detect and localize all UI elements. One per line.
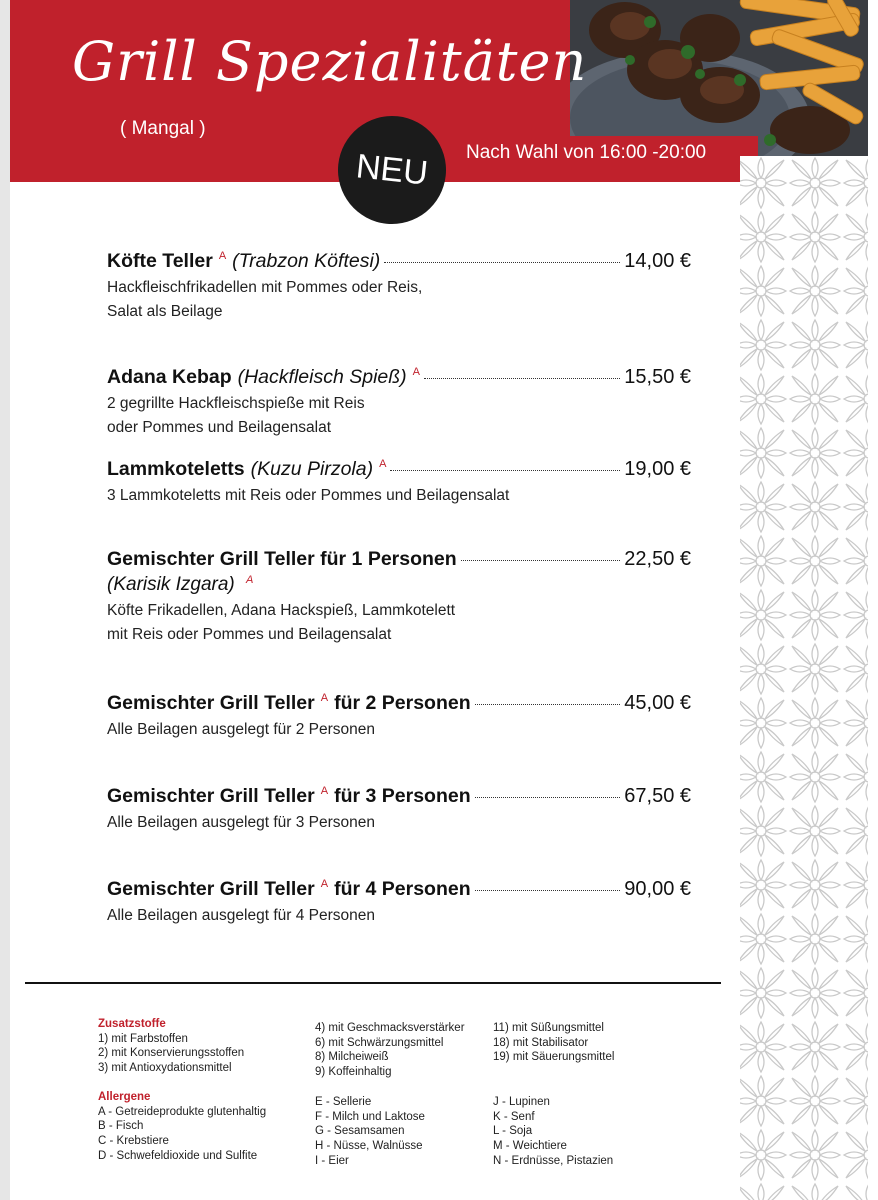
item-price: 90,00 € — [624, 878, 691, 900]
description-line: oder Pommes und Beilagensalat — [107, 419, 332, 436]
allergens-list — [98, 1090, 266, 1164]
legend-line: M - Weichtiere — [493, 1140, 567, 1153]
item-name: Adana Kebap — [107, 366, 232, 388]
legend-line: 3) mit Antioxydationsmittel — [98, 1062, 232, 1075]
description-line: Alle Beilagen ausgelegt für 3 Personen — [107, 814, 375, 831]
item-alt-name: (Hackfleisch Spieß) — [237, 366, 407, 388]
legend-line: D - Schwefeldioxide und Sulfite — [98, 1149, 258, 1162]
dotted-leader — [461, 560, 621, 561]
item-price: 67,50 € — [624, 785, 691, 807]
description-line: Hackfleischfrikadellen mit Pommes oder Reis, — [107, 279, 423, 296]
legend-line: 11) mit Süßungsmittel — [493, 1022, 604, 1034]
allergen-marker: A — [246, 574, 254, 586]
menu-item-kofte-teller — [107, 250, 691, 324]
new-badge-label: NEU — [354, 146, 430, 193]
allergens-list-2 — [315, 1095, 425, 1169]
item-description — [107, 811, 691, 835]
item-name-suffix: für 2 Personen — [334, 692, 471, 714]
description-line: mit Reis oder Pommes und Beilagensalat — [107, 626, 392, 643]
item-description — [107, 599, 691, 647]
item-description — [107, 276, 691, 324]
food-photo-image — [570, 0, 868, 156]
allergen-marker: A — [320, 785, 329, 797]
menu-item-mixed-grill-3 — [107, 785, 691, 835]
page-title: Grill Spezialitäten — [72, 30, 588, 93]
legend-line: F - Milch und Laktose — [315, 1110, 425, 1123]
legend-line: B - Fisch — [98, 1120, 144, 1133]
floral-pattern-icon — [740, 156, 868, 1200]
allergen-marker: A — [320, 878, 329, 890]
hours-text: Nach Wahl von 16:00 -20:00 — [466, 142, 707, 163]
description-line: 2 gegrillte Hackfleischspieße mit Reis — [107, 395, 365, 412]
legend-line: 19) mit Säuerungsmittel — [493, 1051, 615, 1064]
item-price: 15,50 € — [624, 366, 691, 388]
legend-line: J - Lupinen — [493, 1096, 550, 1108]
item-name: Lammkoteletts — [107, 458, 245, 480]
food-photo — [570, 0, 868, 156]
legend-line: 2) mit Konservierungsstoffen — [98, 1047, 245, 1060]
menu-item-mixed-grill-2 — [107, 692, 691, 742]
legend-line: I - Eier — [315, 1154, 349, 1167]
legend-line: 1) mit Farbstoffen — [98, 1032, 188, 1045]
item-description — [107, 392, 691, 440]
description-line: Alle Beilagen ausgelegt für 2 Personen — [107, 721, 375, 738]
dotted-leader — [475, 704, 621, 705]
description-line: Alle Beilagen ausgelegt für 4 Personen — [107, 907, 375, 924]
dotted-leader — [424, 378, 620, 379]
legend-line: 6) mit Schwärzungsmittel — [315, 1036, 444, 1049]
item-price: 45,00 € — [624, 692, 691, 714]
item-alt-name: (Trabzon Köftesi) — [232, 250, 381, 272]
legend-line: 9) Koffeinhaltig — [315, 1066, 392, 1079]
description-line: Salat als Beilage — [107, 303, 223, 320]
legend-line: N - Erdnüsse, Pistazien — [493, 1154, 614, 1167]
allergen-marker: A — [412, 366, 420, 378]
decorative-pattern — [740, 156, 868, 1200]
legend-line: 4) mit Geschmacksverstärker — [315, 1022, 465, 1034]
allergen-marker: A — [218, 250, 227, 262]
legend-line: L - Soja — [493, 1125, 533, 1138]
legend-line: K - Senf — [493, 1110, 535, 1123]
item-description — [107, 718, 691, 742]
item-alt-name: (Kuzu Pirzola) — [250, 458, 374, 480]
legend-line: H - Nüsse, Walnüsse — [315, 1140, 423, 1153]
item-name: Gemischter Grill Teller für 1 Personen — [107, 548, 457, 570]
allergens-heading: Allergene — [98, 1091, 151, 1103]
additives-heading: Zusatzstoffe — [98, 1018, 166, 1030]
allergen-marker: A — [379, 458, 387, 470]
menu-item-mixed-grill-4 — [107, 878, 691, 928]
page-subtitle: ( Mangal ) — [120, 118, 206, 139]
item-name: Gemischter Grill Teller — [107, 692, 315, 714]
additives-list — [98, 1017, 244, 1076]
item-name: Gemischter Grill Teller — [107, 878, 315, 900]
description-line: Köfte Frikadellen, Adana Hackspieß, Lammkotelett — [107, 602, 456, 619]
item-description — [107, 904, 691, 928]
legend-line: A - Getreideprodukte glutenhaltig — [98, 1105, 267, 1118]
item-price: 22,50 € — [624, 548, 691, 570]
legend-line: 18) mit Stabilisator — [493, 1036, 589, 1049]
item-name: Köfte Teller — [107, 250, 213, 272]
menu-item-lammkoteletts — [107, 458, 691, 508]
footer-divider — [25, 982, 721, 984]
allergens-list-3 — [493, 1095, 613, 1169]
item-name-suffix: für 4 Personen — [334, 878, 471, 900]
legend-line: E - Sellerie — [315, 1096, 372, 1108]
item-price: 19,00 € — [624, 458, 691, 480]
menu-item-mixed-grill-1 — [107, 548, 691, 647]
item-name: Gemischter Grill Teller — [107, 785, 315, 807]
additives-list-3 — [493, 1021, 614, 1065]
legend-line: 8) Milcheiweiß — [315, 1051, 389, 1064]
menu-item-adana-kebap — [107, 366, 691, 440]
legend-line: C - Krebstiere — [98, 1135, 169, 1148]
item-alt-name: (Karisik Izgara) — [107, 574, 235, 595]
item-price: 14,00 € — [624, 250, 691, 272]
item-alt-name-line — [107, 574, 691, 596]
page-edge — [0, 0, 10, 1200]
additives-list-2 — [315, 1021, 465, 1080]
description-line: 3 Lammkoteletts mit Reis oder Pommes und Beilagensalat — [107, 487, 510, 504]
dotted-leader — [384, 262, 620, 263]
item-description — [107, 484, 691, 508]
item-name-suffix: für 3 Personen — [334, 785, 471, 807]
dotted-leader — [475, 797, 621, 798]
dotted-leader — [475, 890, 621, 891]
allergen-marker: A — [320, 692, 329, 704]
legend-line: G - Sesamsamen — [315, 1125, 405, 1138]
dotted-leader — [390, 470, 620, 471]
